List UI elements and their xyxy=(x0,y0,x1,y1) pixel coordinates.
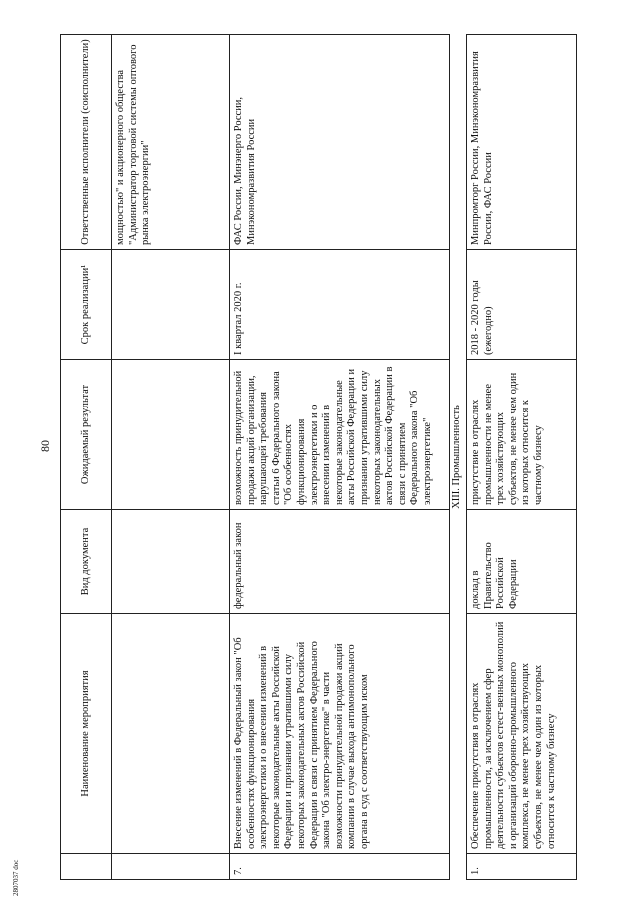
measures-table xyxy=(60,34,577,880)
row-number: 7. xyxy=(230,854,450,880)
row-deadline xyxy=(112,250,230,360)
row-expected-result: присутствие в отраслях промышленности не менее трех хозяйствующих субъектов, не менее чем один из которых относится к частному бизнесу xyxy=(467,360,577,510)
row-expected-result xyxy=(112,360,230,510)
row-measure-name xyxy=(112,614,230,854)
header-document-type: Вид документа xyxy=(61,510,112,614)
document-code: 2807037 doc xyxy=(12,859,20,896)
row-number: 1. xyxy=(467,854,577,880)
row-measure-name: Обеспечение присутствия в отраслях промышленности, за исключением сфер деятельности субъектов естест-венных монополий и организаций оборонно-промышленного комплекса, не менее трех хозяйствующих субъектов, не менее чем один из которых относится к частному бизнесу xyxy=(467,614,577,854)
rotated-table-sheet xyxy=(60,35,580,880)
header-measure-name: Наименование мероприятия xyxy=(61,614,112,854)
row-responsible: ФАС России, Минэнерго России, Минэкономразвития России xyxy=(230,35,450,250)
row-measure-name: Внесение изменений в Федеральный закон "Об особенностях функционирования электроэнергетики и о внесении изменений в некоторые законодательные акты Российской Федерации и признании утратившими силу некоторых законодательных актов Российской Федерации в связи с принятием Федерального закона "Об электро-энергетике" в части возможности принудительной продажи акций компании в случае выхода антимонопольного органа в суд с соответствующим иском xyxy=(230,614,450,854)
row-document-type: федеральный закон xyxy=(230,510,450,614)
table-row xyxy=(112,35,230,880)
section-header-row xyxy=(450,35,467,880)
row-document-type xyxy=(112,510,230,614)
table-row xyxy=(230,35,450,880)
section-title: XIII. Промышленность xyxy=(450,35,467,880)
table-header-row xyxy=(61,35,112,880)
row-number xyxy=(112,854,230,880)
header-expected-result: Ожидаемый результат xyxy=(61,360,112,510)
header-number xyxy=(61,854,112,880)
row-deadline: I квартал 2020 г. xyxy=(230,250,450,360)
row-expected-result: возможность принудительной продажи акций организации, нарушающей требования статьи 6 Федерального закона "Об особенностях функционирования электроэнергетики и о внесении изменений в некоторые законодательные акты Российской Федерации и признании утратившими силу некоторых законодательных актов Российской Федерации в связи с принятием Федерального закона "Об электроэнергетике" xyxy=(230,360,450,510)
row-responsible: Минпромторг России, Минэкономразвития России, ФАС России xyxy=(467,35,577,250)
table-row xyxy=(467,35,577,880)
row-document-type: доклад в Правительство Российской Федерации xyxy=(467,510,577,614)
row-responsible: мощностью" и акционерного общества "Администратор торговой системы оптового рынка электроэнергии" xyxy=(112,35,230,250)
header-responsible: Ответственные исполнители (соисполнители) xyxy=(61,35,112,250)
header-deadline: Срок реализации¹ xyxy=(61,250,112,360)
row-deadline: 2018 - 2020 годы (ежегодно) xyxy=(467,250,577,360)
page-number: 80 xyxy=(38,440,52,452)
